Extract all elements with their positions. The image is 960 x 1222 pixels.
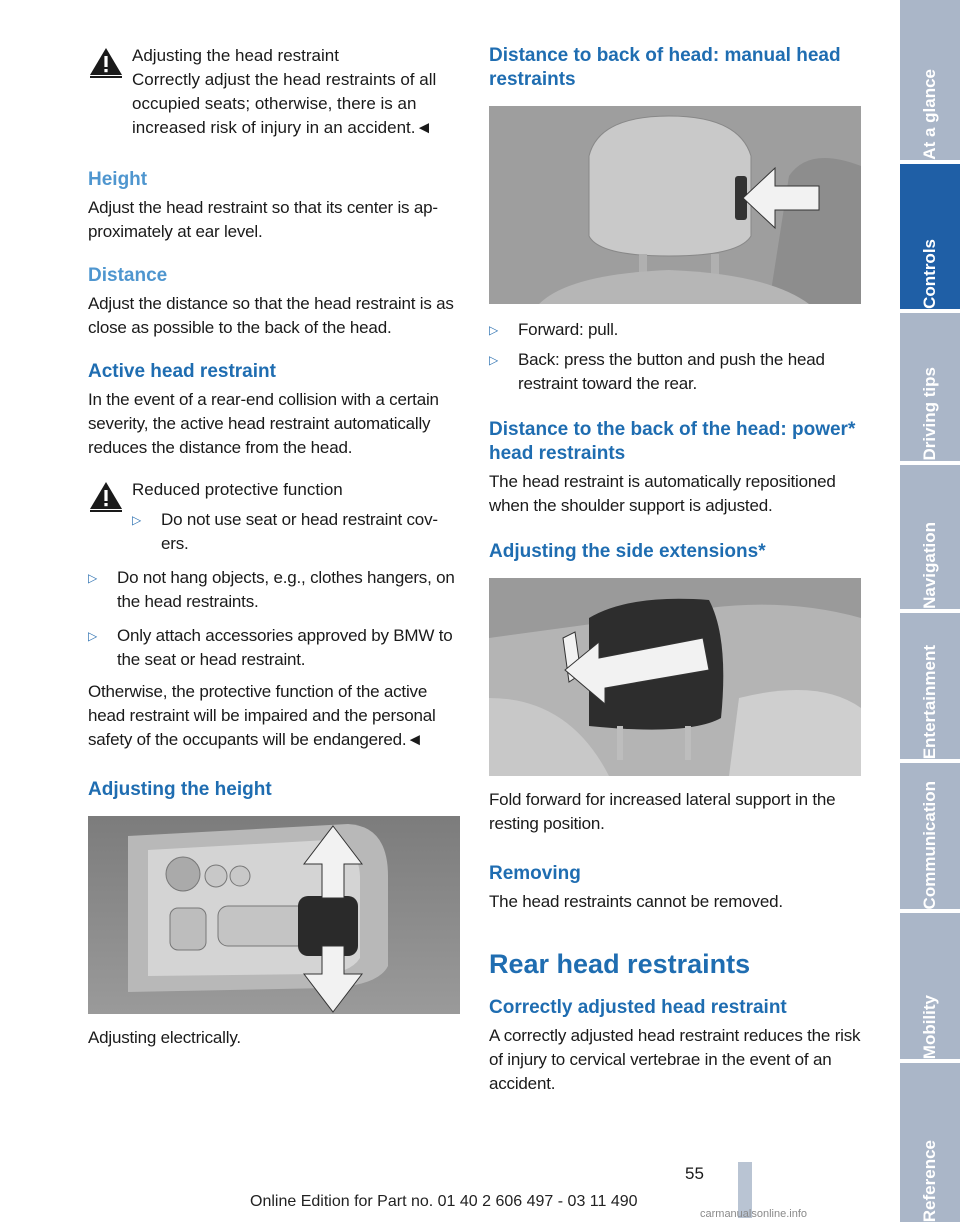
heading-active-head-restraint: Active head restraint	[88, 361, 276, 382]
list-item: ▷ Only attach accessories approved by BMW to the seat or head restraint.	[88, 626, 453, 669]
warning-triangle-icon	[88, 46, 124, 78]
heading-height: Height	[88, 169, 148, 190]
list-item: ▷ Back: press the button and push the head restraint toward the rear.	[489, 350, 825, 393]
heading-removing: Removing	[489, 863, 581, 884]
tab-driving-tips[interactable]: Driving tips	[900, 313, 960, 461]
chapter-tab-bar	[900, 0, 960, 1222]
footer-edition: Online Edition for Part no. 01 40 2 606 497 - 03 11 490	[250, 1193, 638, 1210]
removing-text: The head restraints cannot be removed.	[489, 892, 783, 911]
heading-rear-head-restraints: Rear head restraints	[489, 949, 751, 979]
page-number: 55	[685, 1164, 704, 1183]
active-text: In the event of a rear-end collision with a certain severity, the active head restraint automatically reduces the distance from the head.	[88, 390, 439, 457]
seat-switch-photo	[88, 816, 460, 1014]
side-extension-caption: Fold forward for increased lateral support in the resting position.	[489, 790, 836, 833]
warning-bullet-list	[132, 508, 462, 556]
triangle-bullet-icon: ▷	[489, 323, 499, 337]
tab-controls[interactable]: Controls	[900, 164, 960, 309]
heading-manual-head-restraints: Distance to back of head: manual head restraints	[489, 45, 841, 90]
manual-bullet-list	[489, 318, 861, 396]
list-item: ▷ Do not use seat or head restraint cov-ers.	[132, 510, 438, 553]
warning-reduced-protective-function	[88, 478, 462, 556]
tab-entertainment[interactable]: Entertainment	[900, 613, 960, 759]
tab-reference[interactable]: Reference	[900, 1063, 960, 1222]
heading-adjusting-the-height: Adjusting the height	[88, 779, 272, 800]
triangle-bullet-icon: ▷	[132, 513, 142, 527]
list-item: ▷ Forward: pull.	[489, 318, 861, 342]
manual-head-restraint-photo	[489, 106, 861, 304]
tab-navigation[interactable]: Navigation	[900, 465, 960, 609]
distance-text: Adjust the distance so that the head restraint is as close as possible to the back of the head.	[88, 294, 454, 337]
bullet-list	[88, 566, 462, 672]
watermark: carmanualsonline.info	[700, 1208, 808, 1220]
left-column	[88, 40, 462, 1050]
rear-text: A correctly adjusted head restraint reduces the risk of injury to cervical vertebrae in the event of an accident.	[489, 1026, 861, 1093]
right-column	[489, 40, 861, 1096]
warning-text: Correctly adjust the head restraints of all occupied seats; otherwise, there is an increased risk of injury in an accident.◄	[132, 70, 437, 137]
triangle-bullet-icon: ▷	[88, 629, 98, 643]
height-text: Adjust the head restraint so that its center is ap-proximately at ear level.	[88, 198, 438, 241]
triangle-bullet-icon: ▷	[88, 571, 98, 585]
tab-mobility[interactable]: Mobility	[900, 913, 960, 1059]
heading-distance: Distance	[88, 265, 168, 286]
heading-side-extensions: Adjusting the side extensions*	[489, 541, 766, 562]
power-text: The head restraint is automatically repositioned when the shoulder support is adjusted.	[489, 472, 836, 515]
warning-triangle-icon	[88, 480, 124, 512]
list-item: ▷ Do not hang objects, e.g., clothes hangers, on the head restraints.	[88, 568, 455, 611]
heading-correctly-adjusted: Correctly adjusted head restraint	[489, 997, 787, 1018]
warning-adjusting-head-restraint	[88, 44, 462, 140]
triangle-bullet-icon: ▷	[489, 353, 499, 367]
heading-power-head-restraints: Distance to the back of the head: power* head restraints	[489, 419, 856, 464]
otherwise-text: Otherwise, the protective function of the active head restraint will be impaired and the personal safety of the occupants will be endangered.◄	[88, 682, 436, 749]
side-extension-photo	[489, 578, 861, 776]
tab-at-a-glance[interactable]: At a glance	[900, 0, 960, 160]
warning-title: Adjusting the head restraint	[132, 46, 339, 65]
adjust-height-caption: Adjusting electrically.	[88, 1028, 241, 1047]
warning-title: Reduced protective function	[132, 480, 343, 499]
tab-communication[interactable]: Communication	[900, 763, 960, 909]
